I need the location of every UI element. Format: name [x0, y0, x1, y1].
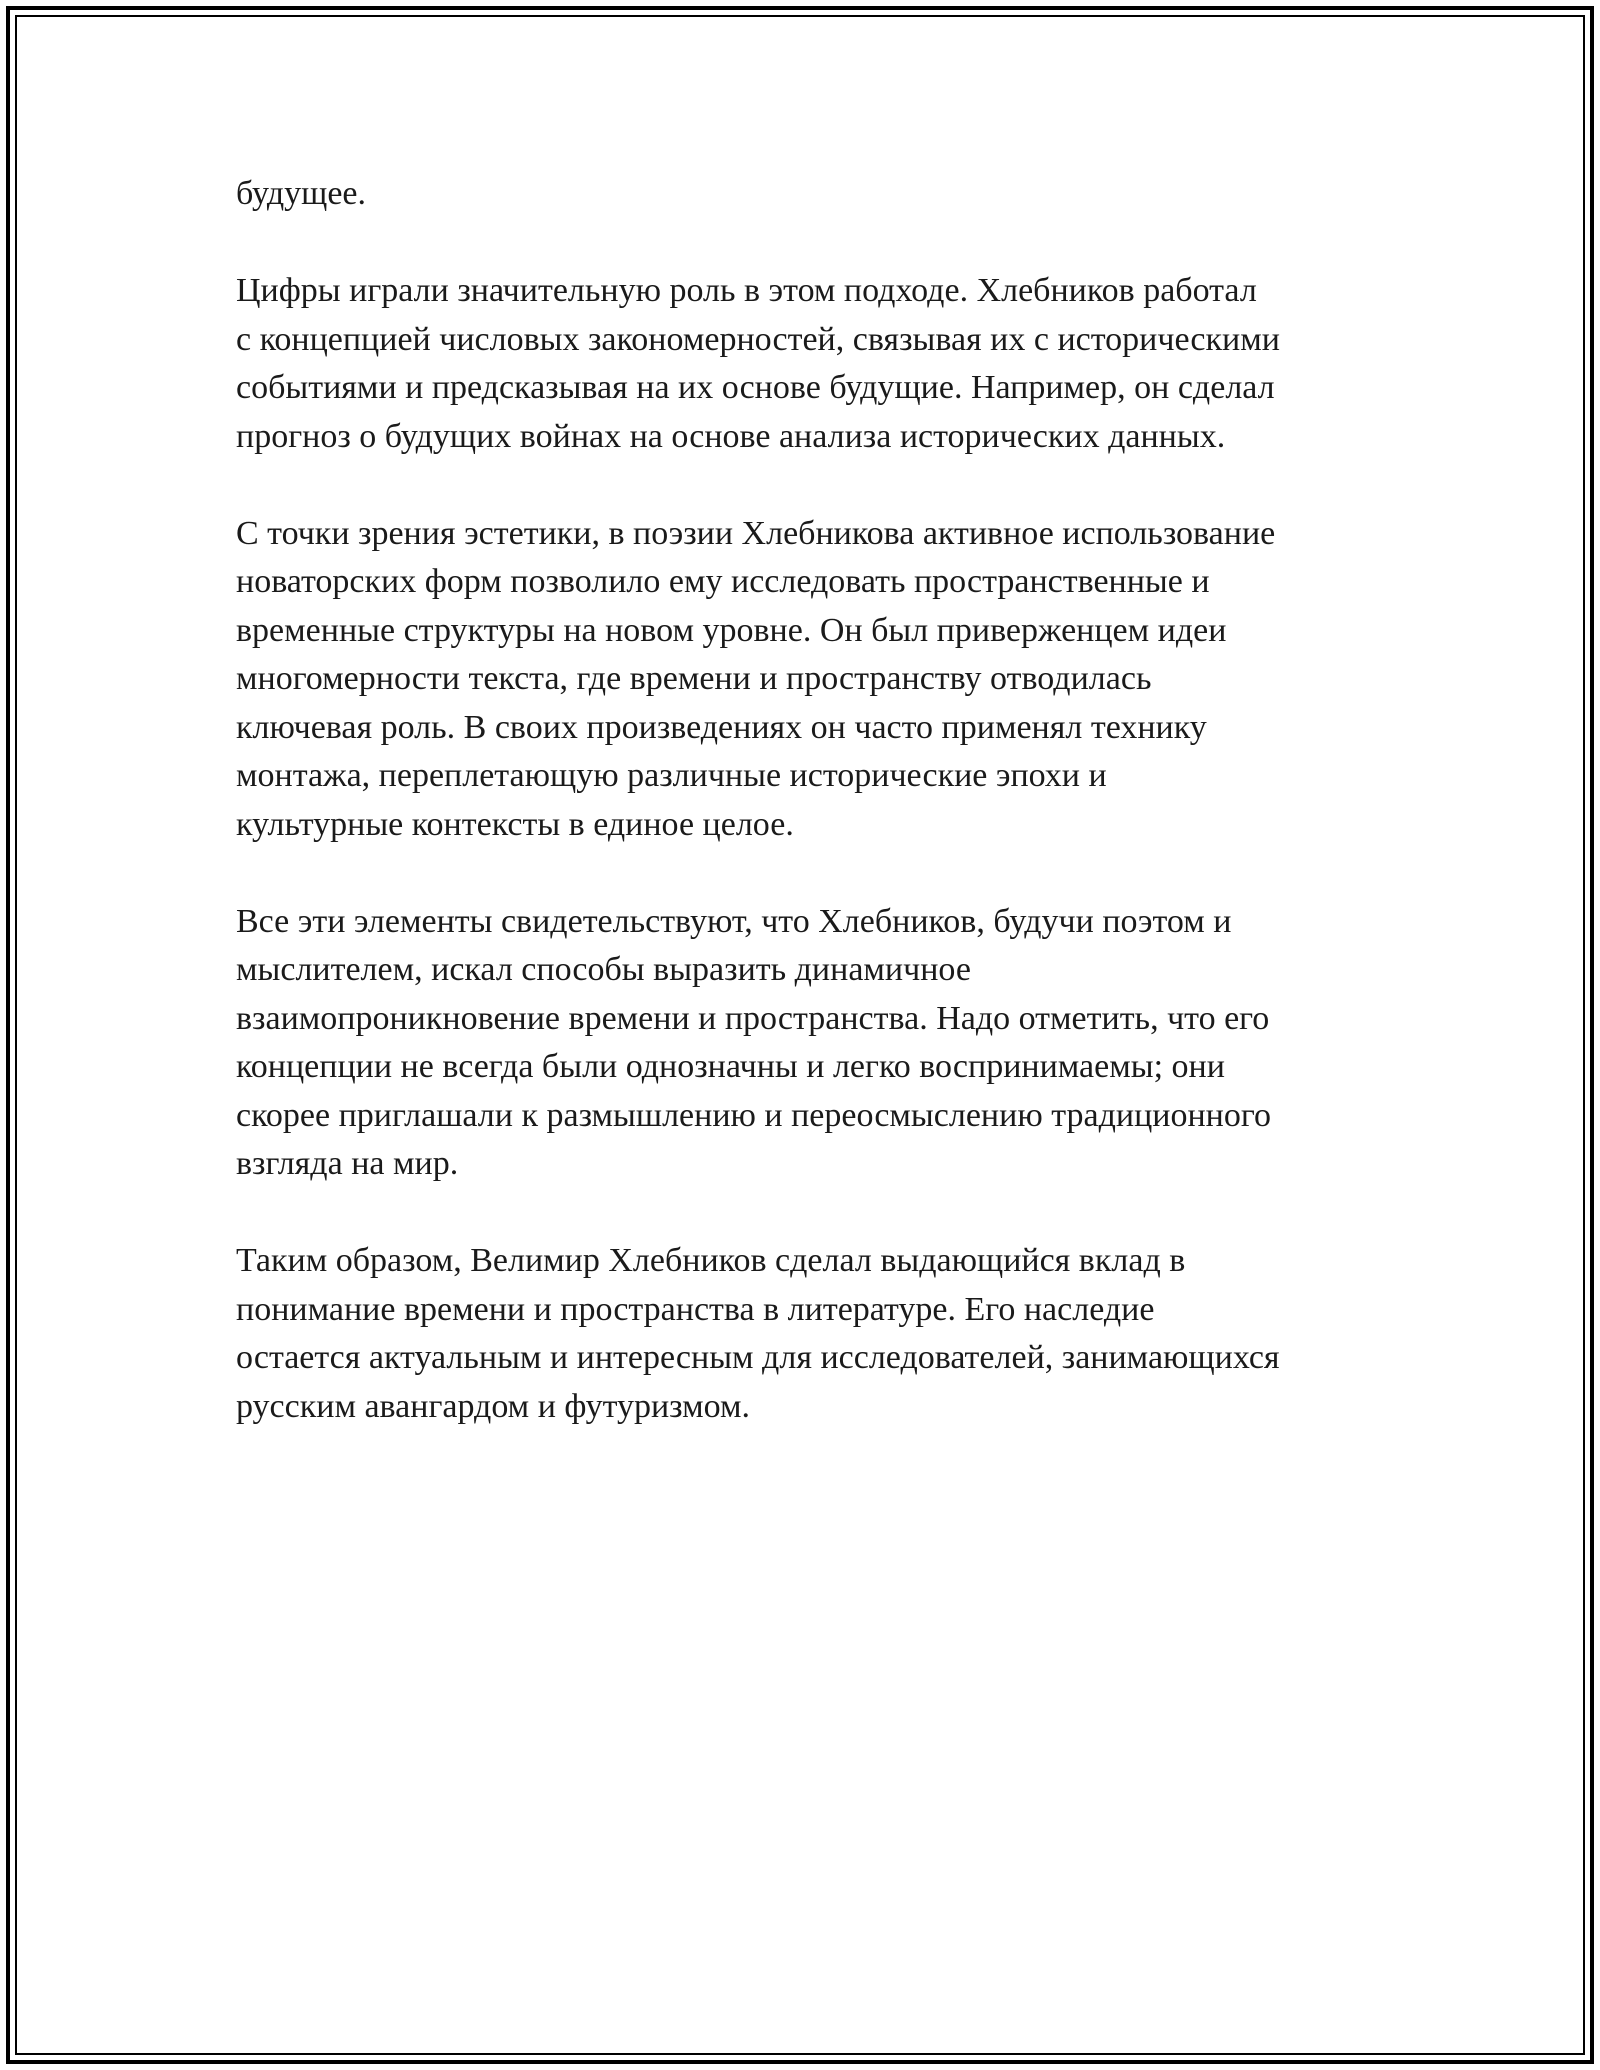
paragraph-5: Таким образом, Велимир Хлебников сделал выдающийся вклад в понимание времени и пространства в литературе. Его наследие остается актуальным и интересным для исследователей, занимающихся русским авангардом и футуризмом.	[236, 1242, 1280, 1425]
paragraph-4: Все эти элементы свидетельствуют, что Хлебников, будучи поэтом и мыслителем, искал способы выразить динамичное взаимопроникновение времени и пространства. Надо отметить, что его концепции не всегда были однозначны и легко воспринимаемы; они скорее приглашали к размышлению и переосмыслению традиционного взгляда на мир.	[236, 902, 1271, 1182]
paragraph-2: Цифры играли значительную роль в этом подходе. Хлебников работал с концепцией числовых закономерностей, связывая их с историческими событиями и предсказывая на их основе будущие. Например, он сделал прогноз о будущих войнах на основе анализа исторических данных.	[236, 272, 1280, 455]
paragraph-1: будущее.	[236, 175, 367, 212]
document-body	[236, 170, 1376, 1480]
paragraph-3: С точки зрения эстетики, в поэзии Хлебникова активное использование новаторских форм позволило ему исследовать пространственные и временные структуры на новом уровне. Он был приверженцем идеи многомерности текста, где времени и пространству отводилась ключевая роль. В своих произведениях он часто применял технику монтажа, переплетающую различные исторические эпохи и культурные контексты в единое целое.	[236, 514, 1276, 843]
